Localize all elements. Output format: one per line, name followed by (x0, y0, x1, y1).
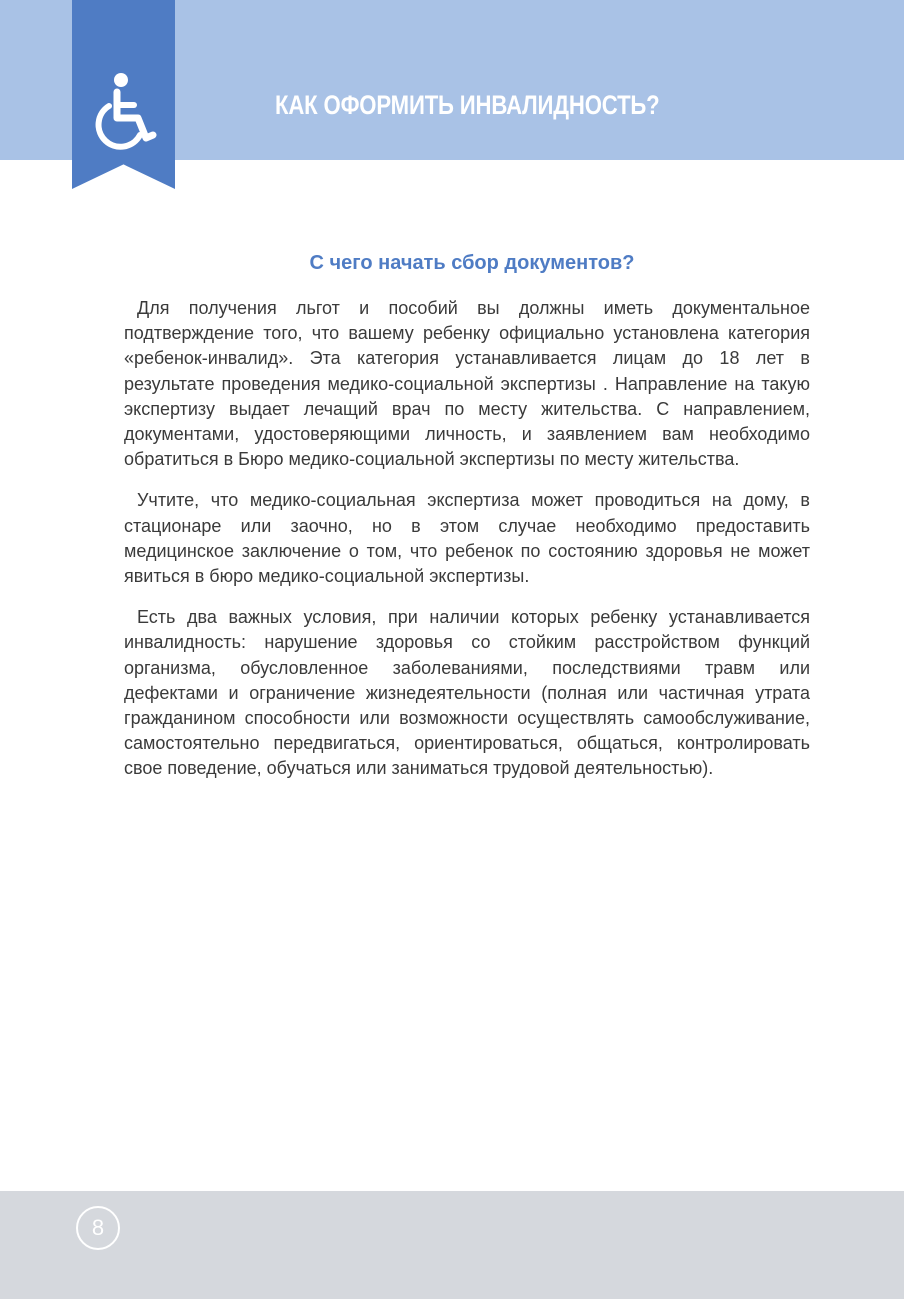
paragraph: Учтите, что медико-социальная экспертиза может проводиться на дому, в стационаре или заочно, но в этом случае необходимо предоставить медицинское заключение о том, что ребенок по состоянию здоровья не может явиться в бюро медико-социальной экспертизы. (124, 490, 810, 587)
header-ribbon (72, 0, 175, 189)
wheelchair-icon (90, 72, 160, 154)
page-title: КАК ОФОРМИТЬ ИНВАЛИДНОСТЬ? (275, 90, 660, 120)
paragraph: Для получения льгот и пособий вы должны иметь документальное подтверждение того, что вашему ребенку официально установлена категория «ребенок-инвалид». Эта категория устанавливается лицам до 18 лет в результате проведения медико-социальной экспертизы . Направление на такую экспертизу выдает лечащий врач по месту жительства. С направлением, документами, удостоверяющими личность, и заявлением вам необходимо обратиться в Бюро медико-социальной экспертизы по месту жительства. (124, 298, 810, 470)
page-number: 8 (76, 1206, 120, 1250)
section-title: С чего начать сбор документов? (309, 252, 635, 274)
body-text (124, 296, 810, 798)
paragraph: Есть два важных условия, при наличии которых ребенку устанавливается инвалидность: нарушение здоровья со стойким расстройством функций организма, обусловленное заболеваниями, последствиями травм или дефектами и ограничение жизнедеятельности (полная или частичная утрата гражданином способности или возможности осуществлять самообслуживание, самостоятельно передвигаться, ориентироваться, общаться, контролировать свое поведение, обучаться или заниматься трудовой деятельностью). (124, 607, 810, 779)
footer-band (0, 1191, 904, 1299)
